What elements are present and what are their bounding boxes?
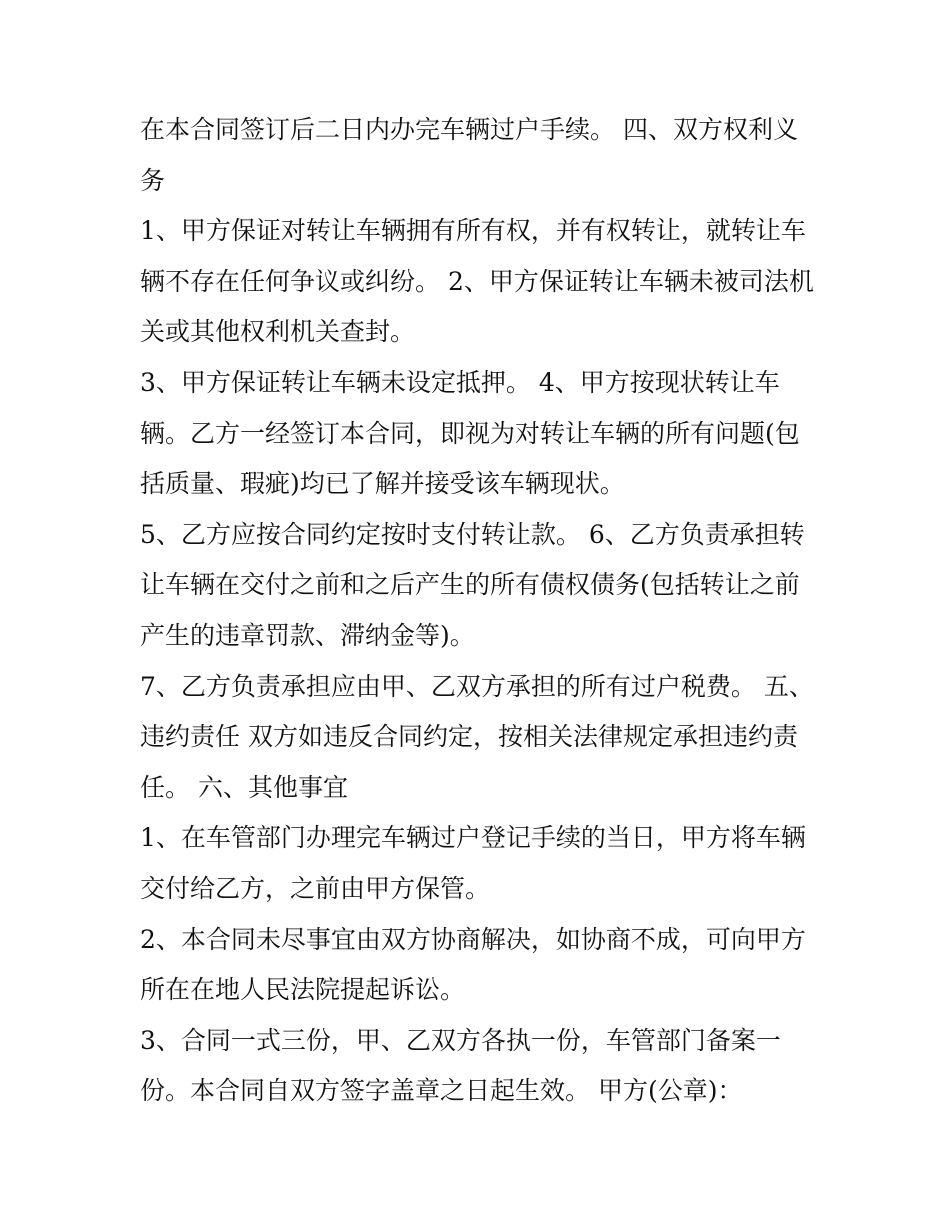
text-line: 1、在车管部门办理完车辆过户登记手续的当日，甲方将车辆 xyxy=(140,823,806,852)
text-line: 2、本合同未尽事宜由双方协商解决，如协商不成，可向甲方 xyxy=(140,925,806,954)
text-line: 括质量、瑕疵)均已了解并接受该车辆现状。 xyxy=(140,469,625,498)
text-line: 任。 六、其他事宜 xyxy=(140,773,348,802)
text-line: 1、甲方保证对转让车辆拥有所有权，并有权转让，就转让车 xyxy=(140,216,806,245)
text-line: 让车辆在交付之前和之后产生的所有债权债务(包括转让之前 xyxy=(140,570,800,599)
text-line: 务 xyxy=(140,166,166,195)
text-line: 产生的违章罚款、滞纳金等)。 xyxy=(140,621,475,650)
text-line: 5、乙方应按合同约定按时支付转让款。 6、乙方负责承担转 xyxy=(140,520,805,549)
text-line: 关或其他权利机关查封。 xyxy=(140,317,416,346)
text-line: 份。本合同自双方签字盖章之日起生效。 甲方(公章)： xyxy=(140,1076,743,1105)
text-line: 所在在地人民法院提起诉讼。 xyxy=(140,975,466,1004)
text-line: 违约责任 双方如违反合同约定，按相关法律规定承担违约责 xyxy=(140,722,798,751)
text-line: 3、甲方保证转让车辆未设定抵押。 4、甲方按现状转让车 xyxy=(140,368,780,397)
text-line: 在本合同签订后二日内办完车辆过户手续。 四、双方权利义 xyxy=(140,115,798,144)
text-line: 辆。乙方一经签订本合同，即视为对转让车辆的所有问题(包 xyxy=(140,419,800,448)
text-line: 3、合同一式三份，甲、乙双方各执一份，车管部门备案一 xyxy=(140,1026,781,1055)
text-line: 辆不存在任何争议或纠纷。 2、甲方保证转让车辆未被司法机 xyxy=(140,267,814,296)
text-line: 交付给乙方，之前由甲方保管。 xyxy=(140,874,491,903)
text-line: 7、乙方负责承担应由甲、乙双方承担的所有过户税费。 五、 xyxy=(140,672,814,701)
